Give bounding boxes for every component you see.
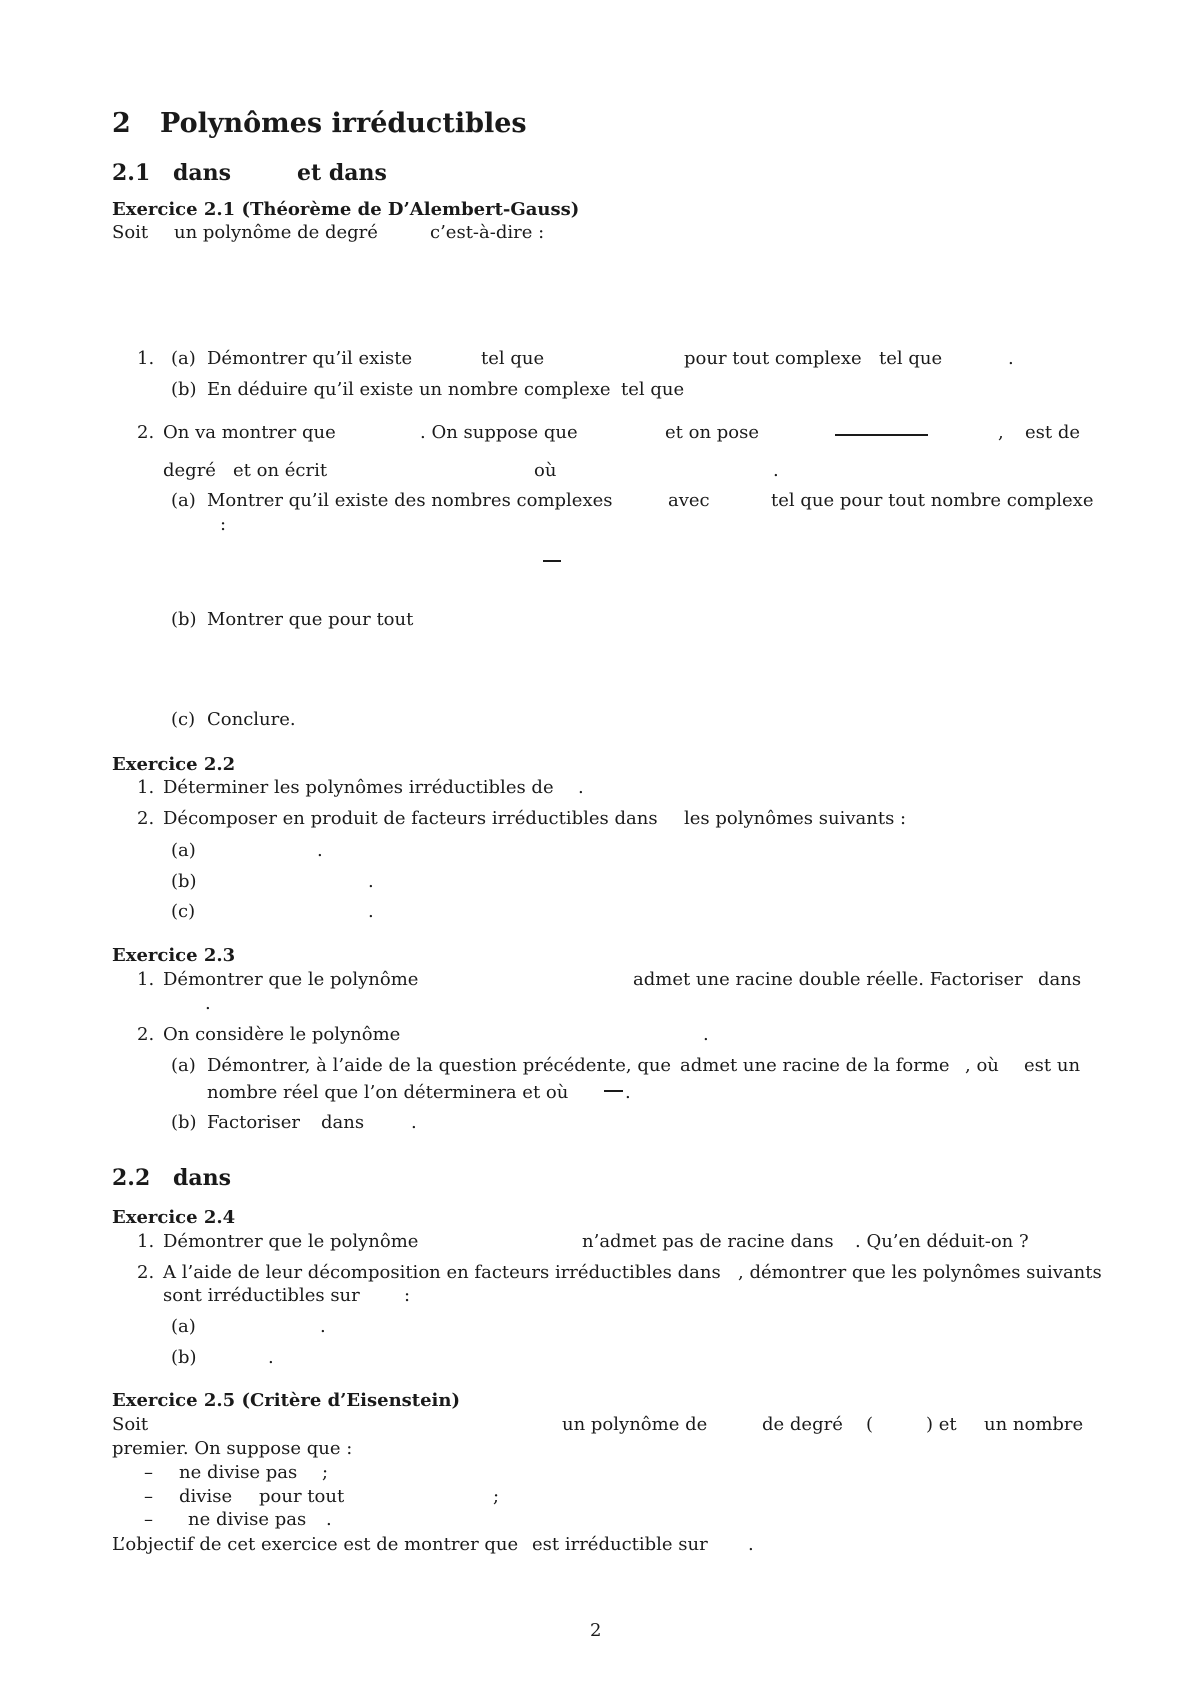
text-fragment: ;: [322, 1462, 329, 1483]
text-fragment: tel que pour tout nombre complexe: [771, 490, 1094, 511]
text-fragment: et on écrit: [233, 460, 328, 481]
text-fragment: En déduire qu’il existe un nombre complexe: [207, 379, 611, 400]
text-fragment: où: [534, 460, 557, 481]
text-fragment: . On suppose que: [420, 422, 578, 443]
text-fragment: On considère le polynôme: [163, 1024, 401, 1045]
list-letter: (b): [171, 379, 197, 400]
text-fragment: tel que: [481, 348, 545, 369]
list-number: 2.: [137, 808, 155, 829]
subsection-title-part: et dans: [297, 160, 387, 186]
text-fragment: est de: [1025, 422, 1081, 443]
text-fragment: .: [368, 871, 374, 892]
list-letter: (b): [171, 871, 197, 892]
text-fragment: dans: [321, 1112, 365, 1133]
text-fragment: .: [368, 901, 374, 922]
exercise-title: Exercice 2.2: [112, 754, 236, 775]
text-fragment: L’objectif de cet exercice est de montrer que: [112, 1534, 519, 1555]
list-number: 2.: [137, 422, 155, 443]
list-letter: (c): [171, 901, 196, 922]
text-fragment: , où: [965, 1055, 999, 1076]
text-fragment: A l’aide de leur décomposition en facteurs irréductibles dans: [163, 1262, 721, 1283]
text-fragment: divise: [179, 1486, 233, 1507]
list-letter: (a): [171, 490, 196, 511]
text-fragment: dans: [1038, 969, 1082, 990]
overline-bar: [543, 560, 561, 562]
exercise-title: Exercice 2.3: [112, 945, 236, 966]
text-fragment: c’est-à-dire :: [430, 222, 545, 243]
text-fragment: et on pose: [665, 422, 760, 443]
section-number: 2: [112, 108, 131, 139]
text-fragment: Soit: [112, 1414, 149, 1435]
list-letter: (a): [171, 348, 196, 369]
subsection-number: 2.2: [112, 1165, 151, 1191]
list-number: 1.: [137, 1231, 155, 1252]
text-fragment: Conclure.: [207, 709, 296, 730]
bullet-dash: –: [144, 1509, 153, 1530]
text-fragment: .: [703, 1024, 709, 1045]
text-fragment: les polynômes suivants :: [684, 808, 907, 829]
text-fragment: avec: [668, 490, 710, 511]
list-letter: (a): [171, 1055, 196, 1076]
text-fragment: .: [326, 1509, 332, 1530]
text-fragment: .: [773, 460, 779, 481]
list-number: 2.: [137, 1262, 155, 1283]
text-fragment: .: [320, 1316, 326, 1337]
subsection-title-part: dans: [173, 1165, 232, 1191]
list-letter: (a): [171, 1316, 196, 1337]
text-fragment: est un: [1024, 1055, 1081, 1076]
text-fragment: :: [404, 1285, 411, 1306]
list-letter: (b): [171, 1112, 197, 1133]
text-fragment: un polynôme de degré: [174, 222, 378, 243]
exercise-title: Exercice 2.1 (Théorème de D’Alembert-Gauss): [112, 199, 580, 220]
list-number: 1.: [137, 348, 155, 369]
text-fragment: n’admet pas de racine dans: [582, 1231, 834, 1252]
text-fragment: .: [411, 1112, 417, 1133]
text-fragment: Démontrer que le polynôme: [163, 969, 419, 990]
list-number: 1.: [137, 969, 155, 990]
text-fragment: Montrer que pour tout: [207, 609, 414, 630]
overline-bar: [604, 1090, 623, 1092]
list-letter: (b): [171, 1347, 197, 1368]
text-fragment: Soit: [112, 222, 149, 243]
list-letter: (c): [171, 709, 196, 730]
text-fragment: On va montrer que: [163, 422, 336, 443]
exercise-title: Exercice 2.4: [112, 1207, 236, 1228]
text-fragment: un nombre: [984, 1414, 1084, 1435]
text-fragment: (: [866, 1414, 874, 1435]
text-fragment: .: [205, 993, 211, 1014]
text-fragment: est irréductible sur: [532, 1534, 708, 1555]
text-fragment: premier. On suppose que :: [112, 1438, 353, 1459]
text-fragment: ne divise pas: [188, 1509, 307, 1530]
text-fragment: un polynôme de: [562, 1414, 708, 1435]
text-fragment: .: [748, 1534, 754, 1555]
text-fragment: .: [268, 1347, 274, 1368]
text-fragment: nombre réel que l’on déterminera et où: [207, 1082, 569, 1103]
text-fragment: ,: [998, 422, 1004, 443]
bullet-dash: –: [144, 1462, 153, 1483]
text-fragment: admet une racine de la forme: [680, 1055, 950, 1076]
text-fragment: Déterminer les polynômes irréductibles de: [163, 777, 554, 798]
text-fragment: ) et: [926, 1414, 957, 1435]
text-fragment: .: [317, 840, 323, 861]
text-fragment: degré: [163, 460, 216, 481]
text-fragment: :: [220, 514, 227, 535]
text-fragment: .: [578, 777, 584, 798]
text-fragment: sont irréductibles sur: [163, 1285, 360, 1306]
subsection-title-part: dans: [173, 160, 232, 186]
text-fragment: , démontrer que les polynômes suivants: [738, 1262, 1102, 1283]
text-fragment: pour tout complexe: [684, 348, 862, 369]
text-fragment: ne divise pas: [179, 1462, 298, 1483]
text-fragment: admet une racine double réelle. Factoriser: [633, 969, 1023, 990]
fraction-bar: [835, 434, 928, 436]
subsection-number: 2.1: [112, 160, 151, 186]
list-number: 1.: [137, 777, 155, 798]
page-number: 2: [590, 1620, 602, 1641]
section-title: Polynômes irréductibles: [160, 108, 527, 139]
text-fragment: pour tout: [259, 1486, 345, 1507]
text-fragment: Démontrer qu’il existe: [207, 348, 413, 369]
text-fragment: .: [1008, 348, 1014, 369]
text-fragment: ;: [493, 1486, 500, 1507]
bullet-dash: –: [144, 1486, 153, 1507]
exercise-title: Exercice 2.5 (Critère d’Eisenstein): [112, 1390, 461, 1411]
list-number: 2.: [137, 1024, 155, 1045]
text-fragment: . Qu’en déduit-on ?: [855, 1231, 1029, 1252]
list-letter: (a): [171, 840, 196, 861]
text-fragment: tel que: [621, 379, 685, 400]
text-fragment: Démontrer, à l’aide de la question précédente, que: [207, 1055, 672, 1076]
text-fragment: tel que: [879, 348, 943, 369]
text-fragment: Démontrer que le polynôme: [163, 1231, 419, 1252]
text-fragment: Montrer qu’il existe des nombres complexes: [207, 490, 613, 511]
text-fragment: .: [625, 1082, 631, 1103]
text-fragment: de degré: [762, 1414, 843, 1435]
list-letter: (b): [171, 609, 197, 630]
text-fragment: Décomposer en produit de facteurs irréductibles dans: [163, 808, 658, 829]
text-fragment: Factoriser: [207, 1112, 301, 1133]
